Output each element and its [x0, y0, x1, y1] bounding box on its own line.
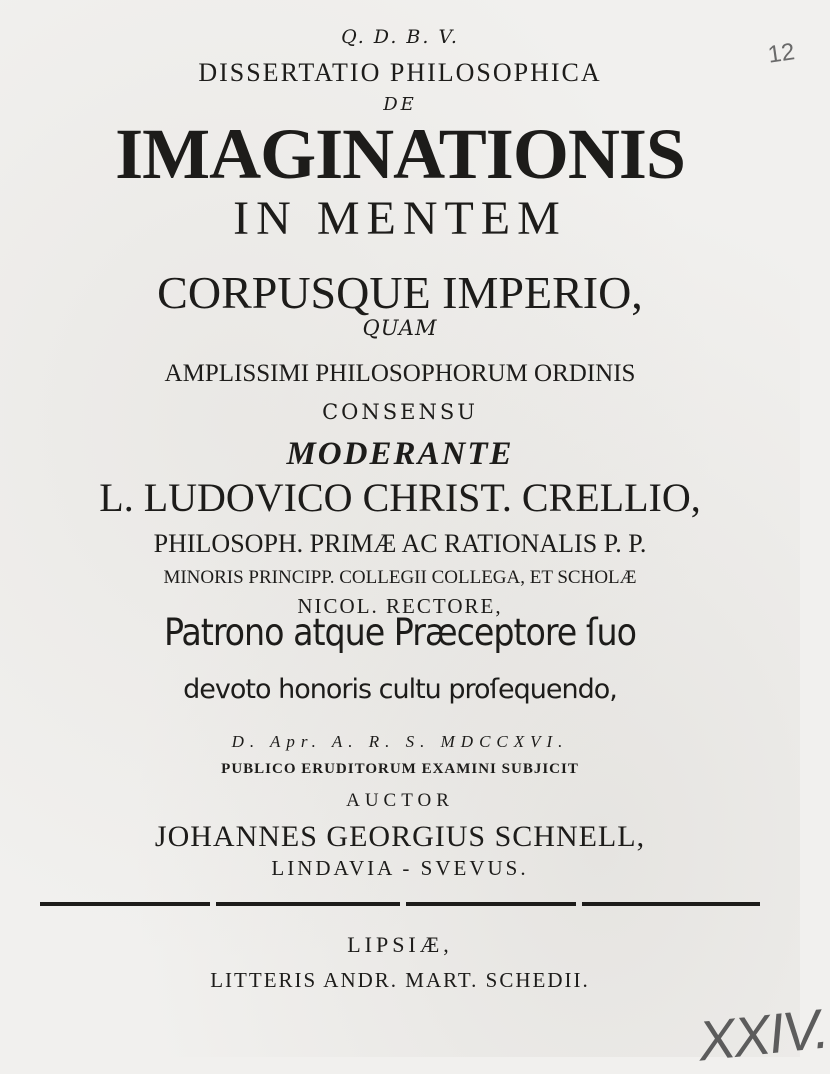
- imprint-place: LIPSIÆ,: [347, 932, 453, 957]
- praeses-affiliation: MINORIS PRINCIPP. COLLEGII COLLEGA, ET SCHOLÆ: [163, 567, 637, 588]
- title-line-2: IN MENTEM: [233, 192, 567, 245]
- auctor-label: AUCTOR: [346, 790, 454, 811]
- main-title: IMAGINATIONIS: [115, 114, 685, 194]
- praeses-name: L. LUDOVICO CHRIST. CRELLIO,: [99, 475, 701, 520]
- divider-rule: [40, 902, 760, 906]
- author-origin: LINDAVIA - SVEVUS.: [271, 856, 529, 880]
- quam-line: QUAM: [362, 316, 438, 340]
- author-name: JOHANNES GEORGIUS SCHNELL,: [154, 820, 646, 853]
- imprint-printer: LITTERIS ANDR. MART. SCHEDII.: [210, 968, 590, 992]
- title-line-3: CORPUSQUE IMPERIO,: [157, 267, 643, 318]
- praeses-title: PHILOSOPH. PRIMÆ AC RATIONALIS P. P.: [153, 529, 647, 558]
- consensu-line: CONSENSU: [322, 400, 478, 424]
- dedication-line-1: Patrono atque Præceptore ſuo: [163, 611, 637, 654]
- dedication-line-2: devoto honoris cultu proſequendo,: [183, 674, 617, 705]
- dissertation-type: DISSERTATIO PHILOSOPHICA: [198, 58, 602, 87]
- defense-date: D. Apr. A. R. S. MDCCXVI.: [231, 732, 569, 751]
- faculty-line: AMPLISSIMI PHILOSOPHORUM ORDINIS: [164, 360, 636, 387]
- handwritten-number-mark: 12: [766, 38, 797, 69]
- title-preposition: DE: [383, 94, 417, 115]
- header-abbreviation: Q. D. B. V.: [341, 26, 459, 48]
- handwritten-roman-numeral: XXIV.: [695, 996, 830, 1073]
- praeses-rector: NICOL. RECTORE,: [297, 594, 503, 618]
- moderante-line: MODERANTE: [286, 436, 514, 472]
- examination-line: PUBLICO ERUDITORUM EXAMINI SUBJICIT: [221, 761, 579, 777]
